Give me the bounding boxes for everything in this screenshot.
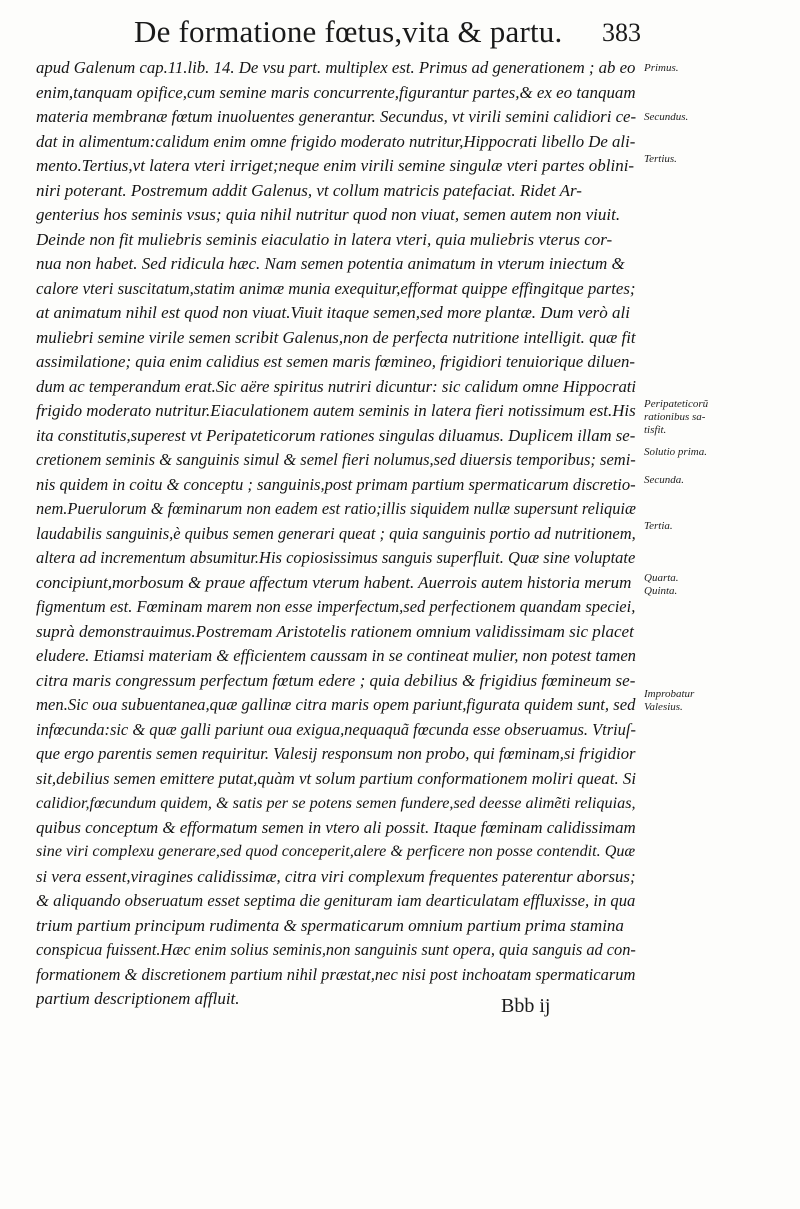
text-line: que ergo parentis semen requiritur. Valesij responsum non probo, qui fœminam,si frigidior [36, 744, 636, 763]
text-line: muliebri semine virile semen scribit Galenus,non de perfecta nutritione intelligit. quæ fit [36, 327, 636, 347]
margin-note-quarta: Quarta. [644, 572, 679, 584]
text-line: Deinde non fit muliebris seminis eiaculatio in latera vteri, quia muliebris vterus cor- [36, 229, 613, 249]
margin-note-rationibus: rationibus sa- [644, 411, 706, 423]
margin-note-tertius: Tertius. [644, 153, 677, 165]
text-line: citra maris congressum perfectum fœtum edere ; quia debilius & frigidius fœmineum se- [36, 670, 636, 690]
text-line: trium partium principum rudimenta & spermaticarum omnium partium prima stamina [36, 915, 624, 935]
margin-note-solutio-prima: Solutio prima. [644, 446, 707, 458]
text-line: infœcunda:sic & quæ galli pariunt oua exigua,nequaquã fœcunda esse obseruamus. Vtriuſ- [36, 719, 636, 739]
text-line: partium descriptionem affluit. [36, 989, 240, 1008]
text-line: apud Galenum cap.11.lib. 14. De vsu part. multiplex est. Primus ad generationem ; ab eo [36, 58, 636, 77]
text-line: quibus conceptum & efformatum semen in vtero ali possit. Itaque fœminam calidissimam [36, 817, 636, 837]
page-number: 383 [602, 18, 641, 47]
text-line: nua non habet. Sed ridicula hæc. Nam semen potentia animatum in vterum iniectum & [36, 254, 625, 273]
text-line: calore vteri suscitatum,statim animæ munia exequitur,efformat quippe effingitque partes; [36, 278, 636, 298]
margin-note-valesius: Valesius. [644, 701, 683, 713]
text-line: dum ac temperandum erat.Sic aëre spiritus nutriri dicuntur: sic calidum omne Hippocrati [36, 376, 636, 396]
text-line: suprà demonstrauimus.Postremam Aristotelis rationem omnium validissimam sic placet [36, 621, 634, 641]
main-text-block [36, 56, 636, 1012]
text-line: & aliquando obseruatum esset septima die genituram iam dearticulatam effluxisse, in qua [36, 891, 636, 910]
text-line: enim,tanquam opifice,cum semine maris concurrente,figurantur partes,& ex eo tanquam [36, 82, 636, 102]
text-line: men.Sic oua subuentanea,quæ gallinæ citra maris opem pariunt,figurata quidem sunt, sed [36, 695, 636, 714]
text-line: nem.Puerulorum & fœminarum non eadem est ratio;illis siquidem nullæ supersunt reliquiæ [36, 499, 636, 518]
text-line: figmentum est. Fœminam marem non esse imperfectum,sed perfectionem quandam speciei, [36, 597, 636, 616]
margin-note-secunda: Secunda. [644, 474, 685, 486]
text-line: mento.Tertius,vt latera vteri irriget;neque enim virili semine singulæ vteri partes oblini- [36, 156, 635, 175]
text-line: sine viri complexu generare,sed quod conceperit,alere & perficere non posse contendit. Quæ [36, 843, 636, 860]
text-line: concipiunt,morbosum & praue affectum vterum habent. Auerrois autem historia merum [36, 572, 632, 592]
margin-note-satisfit: tisfit. [644, 424, 667, 436]
text-line: dat in alimentum:calidum enim omne frigido moderato nutritur,Hippocrati libello De ali- [36, 131, 636, 151]
text-line: si vera essent,viragines calidissimæ, citra viri complexum frequentes paterentur aborsus; [36, 866, 636, 886]
text-line: sit,debilius semen emittere putat,quàm vt solum partium conformationem moliri queat. Si [36, 768, 636, 788]
text-line: genterius hos seminis vsus; quia nihil nutritur quod non viuat, semen autem non viuit. [36, 205, 621, 224]
margin-note-improbatur: Improbatur [644, 688, 695, 700]
margin-note-peripateticorum: Peripateticorũ [644, 398, 709, 410]
text-line: at animatum nihil est quod non viuat.Viuit itaque semen,sed more plantæ. Dum verò ali [36, 303, 630, 322]
margin-note-tertia: Tertia. [644, 520, 673, 532]
text-line: nis quidem in coitu & conceptu ; sanguinis,post primam partium spermaticarum discretio- [36, 474, 636, 494]
text-line: frigido moderato nutritur.Eiaculationem autem seminis in latera fieri notissimum est.His [36, 401, 636, 420]
text-line: conspicua fuissent.Hæc enim solius seminis,non sanguinis sunt opera, quia sanguis ad con- [36, 940, 636, 959]
running-header-title: De formatione fœtus,vita & partu. [134, 14, 563, 49]
text-line: ita constitutis,superest vt Peripateticorum rationes singulas diluamus. Duplicem illam se- [36, 425, 636, 445]
text-line: materia membranæ fœtum inuoluentes generantur. Secundus, vt virili semini calidiori ce- [36, 107, 636, 126]
text-line: assimilatione; quia enim calidius est semen maris fœmineo, frigidiori tenuiorique diluen- [36, 352, 635, 371]
text-line: eludere. Etiamsi materiam & efficientem caussam in se contineat mulier, non potest tamen [36, 646, 636, 665]
text-line: formationem & discretionem partium nihil præstat,nec nisi post inchoatam spermaticarum [36, 964, 636, 984]
text-line: altera ad incrementum absumitur.His copiosissimus sanguis superfluit. Quæ sine voluptate [36, 548, 636, 567]
signature-mark: Bbb ij [501, 995, 551, 1017]
text-line: laudabilis sanguinis,è quibus semen generari queat ; quia sanguinis portio ad nutritionem, [36, 523, 636, 543]
margin-note-primus: Primus. [644, 62, 679, 74]
text-line: calidior,fœcundum quidem, & satis per se potens semen fundere,sed deesse alimẽti reliquias, [36, 794, 636, 812]
margin-note-quinta: Quinta. [644, 585, 678, 597]
margin-note-secundus: Secundus. [644, 111, 689, 123]
text-line: niri poterant. Postremum addit Galenus, vt collum matricis patefaciat. Ridet Ar- [36, 180, 582, 200]
text-line: cretionem seminis & sanguinis simul & semel fieri nolumus,sed diuersis temporibus; semi- [36, 450, 636, 469]
